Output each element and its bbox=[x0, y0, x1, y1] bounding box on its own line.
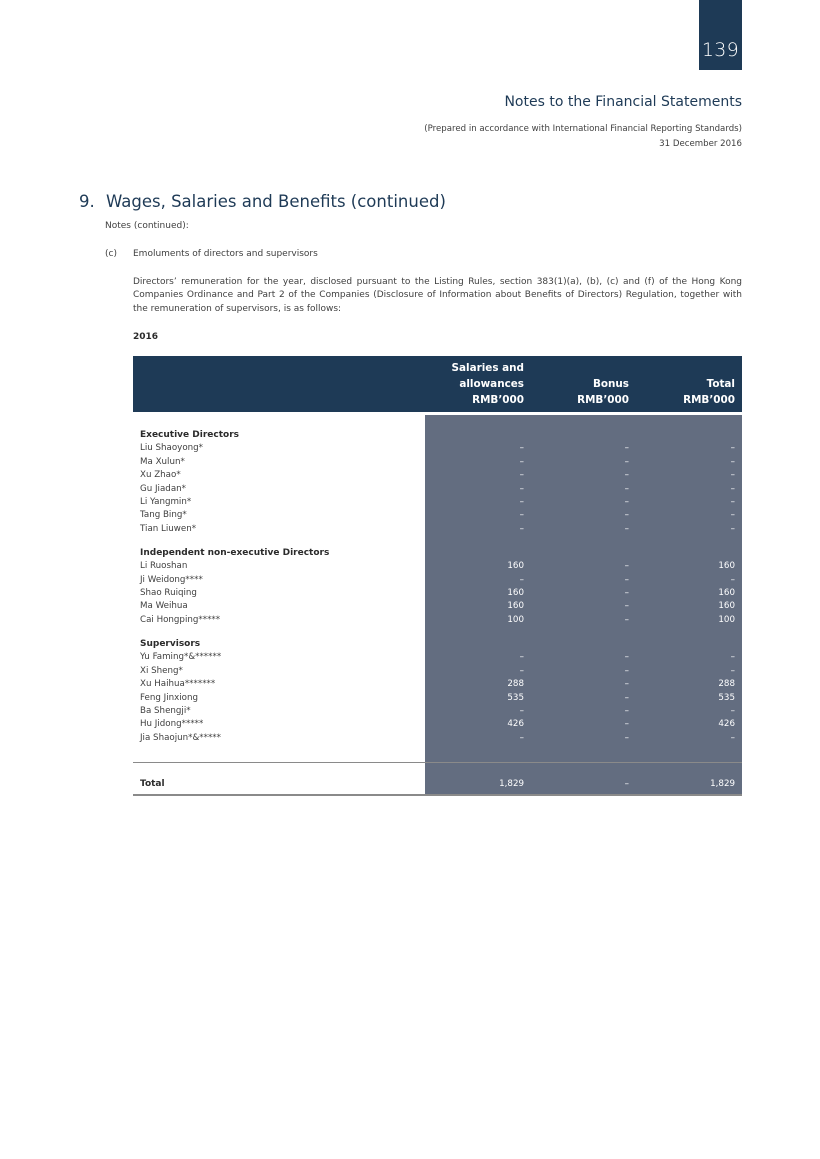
row-salaries: – bbox=[519, 510, 524, 521]
row-total: 160 bbox=[718, 561, 735, 572]
column-header-bonus: Bonus RMB’000 bbox=[577, 378, 629, 406]
table-row bbox=[133, 560, 742, 573]
row-bonus: – bbox=[624, 561, 629, 572]
row-total: – bbox=[730, 665, 735, 676]
row-total: 426 bbox=[718, 719, 735, 730]
row-name: Jia Shaojun*&***** bbox=[140, 732, 221, 743]
group-spacer bbox=[133, 627, 742, 638]
row-total: – bbox=[730, 496, 735, 507]
document-date: 31 December 2016 bbox=[659, 139, 742, 149]
row-salaries: 160 bbox=[507, 588, 524, 599]
row-name: Liu Shaoyong* bbox=[140, 443, 204, 454]
table-row bbox=[133, 523, 742, 536]
row-total: – bbox=[730, 652, 735, 663]
row-total: 288 bbox=[718, 679, 735, 690]
row-name: Xu Haihua******* bbox=[140, 679, 216, 690]
row-name: Shao Ruiqing bbox=[140, 588, 197, 599]
row-bonus: – bbox=[624, 601, 629, 612]
description-paragraph: Directors’ remuneration for the year, disclosed pursuant to the Listing Rules, section 383(1)(a), (b), (c) and (f) of the Hong Kong Companies Ordinance and Part 2 of the Companies (Disclosure of Information about Benefits of Directors) Regulation, together with the remuneration of supervisors, is as follows: bbox=[133, 277, 742, 314]
total-top-rule bbox=[133, 762, 742, 763]
row-name: Cai Hongping***** bbox=[140, 614, 221, 625]
notes-label: Notes (continued): bbox=[105, 221, 189, 231]
table-row bbox=[133, 651, 742, 664]
row-bonus: – bbox=[624, 706, 629, 717]
row-salaries: – bbox=[519, 523, 524, 534]
row-name: Ji Weidong**** bbox=[140, 574, 203, 585]
row-bonus: – bbox=[624, 470, 629, 481]
subsection-letter: (c) bbox=[105, 249, 117, 259]
page-number: 139 bbox=[701, 39, 740, 61]
row-bonus: – bbox=[624, 614, 629, 625]
row-salaries: 535 bbox=[507, 692, 524, 703]
subsection-title: Emoluments of directors and supervisors bbox=[133, 249, 318, 259]
row-salaries: – bbox=[519, 574, 524, 585]
table-row bbox=[133, 483, 742, 496]
row-total: – bbox=[730, 483, 735, 494]
row-bonus: – bbox=[624, 496, 629, 507]
row-total: – bbox=[730, 706, 735, 717]
section-title: Wages, Salaries and Benefits (continued) bbox=[106, 192, 446, 211]
row-name: Yu Faming*&****** bbox=[140, 652, 222, 663]
table-row bbox=[133, 705, 742, 718]
row-total: 160 bbox=[718, 588, 735, 599]
row-salaries: – bbox=[519, 732, 524, 743]
row-total: 100 bbox=[718, 614, 735, 625]
table-row bbox=[133, 442, 742, 455]
table-row bbox=[133, 509, 742, 522]
row-name: Li Ruoshan bbox=[140, 561, 188, 572]
row-name: Ba Shengji* bbox=[140, 706, 191, 717]
row-name: Tang Bing* bbox=[140, 510, 187, 521]
row-bonus: – bbox=[624, 679, 629, 690]
group-heading bbox=[133, 429, 742, 442]
row-salaries: – bbox=[519, 706, 524, 717]
group-spacer bbox=[133, 536, 742, 547]
total-row bbox=[133, 778, 742, 791]
row-bonus: – bbox=[624, 483, 629, 494]
total-salaries: 1,829 bbox=[499, 779, 524, 789]
row-bonus: – bbox=[624, 732, 629, 743]
section-heading bbox=[79, 192, 446, 211]
row-total: – bbox=[730, 443, 735, 454]
row-name: Ma Xulun* bbox=[140, 456, 185, 467]
table-row bbox=[133, 469, 742, 482]
row-salaries: – bbox=[519, 496, 524, 507]
table-body bbox=[133, 429, 742, 745]
row-salaries: 160 bbox=[507, 601, 524, 612]
table-row bbox=[133, 600, 742, 613]
table-row bbox=[133, 496, 742, 509]
row-total: – bbox=[730, 470, 735, 481]
total-bottom-rule bbox=[133, 794, 742, 796]
row-salaries: – bbox=[519, 483, 524, 494]
column-header-total: Total RMB’000 bbox=[683, 378, 735, 406]
row-bonus: – bbox=[624, 588, 629, 599]
row-salaries: – bbox=[519, 456, 524, 467]
table-row bbox=[133, 718, 742, 731]
row-total: – bbox=[730, 732, 735, 743]
row-name: Xu Zhao* bbox=[140, 470, 181, 481]
row-salaries: 288 bbox=[507, 679, 524, 690]
document-title: Notes to the Financial Statements bbox=[504, 94, 742, 110]
row-name: Hu Jidong***** bbox=[140, 719, 204, 730]
table-row bbox=[133, 665, 742, 678]
row-salaries: – bbox=[519, 665, 524, 676]
group-title: Independent non-executive Directors bbox=[140, 547, 330, 558]
row-total: 160 bbox=[718, 601, 735, 612]
row-bonus: – bbox=[624, 443, 629, 454]
total-bonus: – bbox=[624, 779, 629, 789]
row-name: Ma Weihua bbox=[140, 601, 188, 612]
row-bonus: – bbox=[624, 665, 629, 676]
row-bonus: – bbox=[624, 652, 629, 663]
total-label: Total bbox=[140, 779, 165, 789]
row-bonus: – bbox=[624, 692, 629, 703]
table-row bbox=[133, 574, 742, 587]
row-total: 535 bbox=[718, 692, 735, 703]
row-bonus: – bbox=[624, 574, 629, 585]
row-salaries: – bbox=[519, 443, 524, 454]
row-bonus: – bbox=[624, 523, 629, 534]
document-subtitle: (Prepared in accordance with International Financial Reporting Standards) bbox=[424, 124, 742, 134]
table-row bbox=[133, 587, 742, 600]
table-row bbox=[133, 614, 742, 627]
row-total: – bbox=[730, 510, 735, 521]
table-row bbox=[133, 692, 742, 705]
row-salaries: 426 bbox=[507, 719, 524, 730]
group-title: Executive Directors bbox=[140, 430, 240, 440]
row-salaries: – bbox=[519, 652, 524, 663]
row-bonus: – bbox=[624, 456, 629, 467]
column-header-salaries: Salaries and allowances RMB’000 bbox=[451, 362, 524, 406]
table-row bbox=[133, 732, 742, 745]
row-name: Li Yangmin* bbox=[140, 496, 192, 507]
group-heading bbox=[133, 638, 742, 651]
row-total: – bbox=[730, 523, 735, 534]
group-heading bbox=[133, 547, 742, 560]
row-bonus: – bbox=[624, 510, 629, 521]
year-label: 2016 bbox=[133, 332, 159, 342]
row-name: Xi Sheng* bbox=[140, 665, 183, 676]
row-total: – bbox=[730, 574, 735, 585]
row-salaries: – bbox=[519, 470, 524, 481]
group-title: Supervisors bbox=[140, 639, 201, 650]
page-number-tab bbox=[699, 0, 742, 70]
row-total: – bbox=[730, 456, 735, 467]
row-name: Gu Jiadan* bbox=[140, 483, 186, 494]
row-name: Feng Jinxiong bbox=[140, 692, 199, 703]
row-salaries: 160 bbox=[507, 561, 524, 572]
table-row bbox=[133, 678, 742, 691]
table-row bbox=[133, 456, 742, 469]
row-name: Tian Liuwen* bbox=[140, 523, 197, 534]
table-header bbox=[133, 356, 742, 412]
row-bonus: – bbox=[624, 719, 629, 730]
total-total: 1,829 bbox=[710, 779, 735, 789]
section-number: 9. bbox=[79, 192, 95, 211]
row-salaries: 100 bbox=[507, 614, 524, 625]
